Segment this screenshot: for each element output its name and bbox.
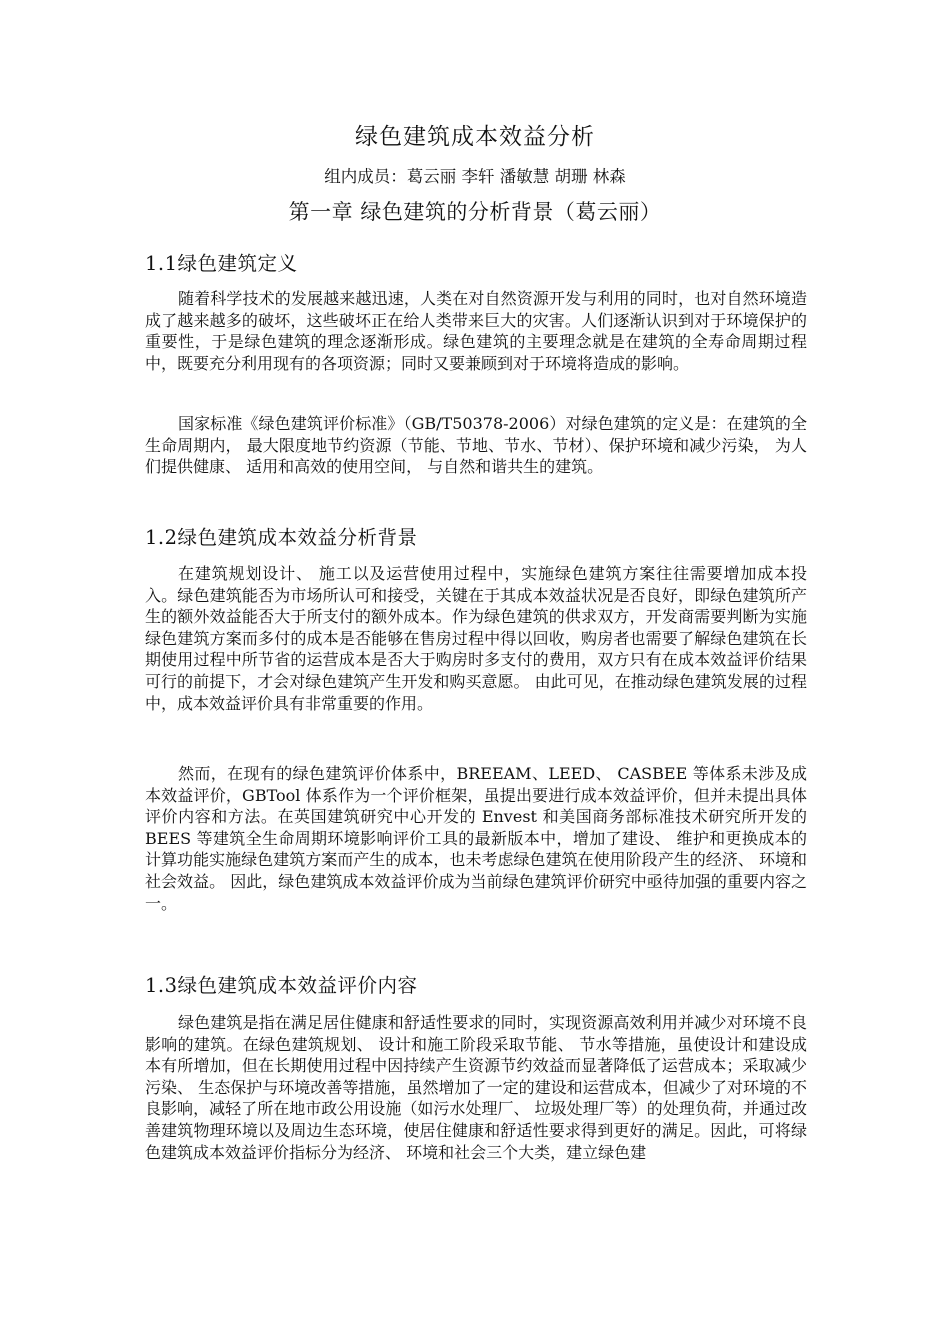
paragraph-1-2-b: 然而，在现有的绿色建筑评价体系中，BREEAM、LEED、 CASBEE 等体系未涉及成本效益评价，GBTool 体系作为一个评价框架，虽提出要进行成本效益评价，但并未提出具体评价内容和方法。在英国建筑研究中心开发的 Envest 和美国商务部标准技术研究所开发的 BEES 等建筑全生命周期环境影响评价工具的最新版本中，增加了建设、 维护和更换成本的计算功能实施绿色建筑方案而产生的成本，也未考虑绿色建筑在使用阶段产生的经济、 环境和社会效益。 因此，绿色建筑成本效益评价成为当前绿色建筑评价研究中亟待加强的重要内容之一。 — [145, 764, 807, 913]
section-heading-1-3: 1.3绿色建筑成本效益评价内容 — [145, 974, 418, 997]
paragraph-1-2-a: 在建筑规划设计、 施工以及运营使用过程中，实施绿色建筑方案往往需要增加成本投入。绿色建筑能否为市场所认可和接受，关键在于其成本效益状况是否良好，即绿色建筑所产生的额外效益能否大于所支付的额外成本。作为绿色建筑的供求双方，开发商需要判断为实施绿色建筑方案而多付的成本是否能够在售房过程中得以回收，购房者也需要了解绿色建筑在长期使用过程中所节省的运营成本是否大于购房时多支付的费用，双方只有在成本效益评价结果可行的前提下，才会对绿色建筑产生开发和购买意愿。 由此可见，在推动绿色建筑发展的过程中，成本效益评价具有非常重要的作用。 — [145, 564, 807, 713]
paragraph-1-1-b: 国家标准《绿色建筑评价标准》（GB/T50378-2006）对绿色建筑的定义是：在建筑的全生命周期内， 最大限度地节约资源（节能、节地、节水、节材）、保护环境和减少污染， 为人们提供健康、 适用和高效的使用空间， 与自然和谐共生的建筑。 — [145, 414, 807, 477]
section-heading-1-1: 1.1绿色建筑定义 — [145, 252, 298, 275]
document-title: 绿色建筑成本效益分析 — [355, 124, 595, 150]
section-heading-1-2: 1.2绿色建筑成本效益分析背景 — [145, 526, 418, 549]
paragraph-1-3-a: 绿色建筑是指在满足居住健康和舒适性要求的同时，实现资源高效利用并减少对环境不良影响的建筑。在绿色建筑规划、 设计和施工阶段采取节能、 节水等措施，虽使设计和建设成本有所增加，但在长期使用过程中因持续产生资源节约效益而显著降低了运营成本；采取减少污染、 生态保护与环境改善等措施，虽然增加了一定的建设和运营成本，但减少了对环境的不良影响，减轻了所在地市政公用设施（如污水处理厂、 垃圾处理厂等）的处理负荷，并通过改善建筑物理环境以及周边生态环境，使居住健康和舒适性要求得到更好的满足。因此，可将绿色建筑成本效益评价指标分为经济、 环境和社会三个大类，建立绿色建 — [145, 1013, 807, 1162]
paragraph-1-1-a: 随着科学技术的发展越来越迅速，人类在对自然资源开发与利用的同时，也对自然环境造成了越来越多的破坏，这些破坏正在给人类带来巨大的灾害。人们逐渐认识到对于环境保护的重要性，于是绿色建筑的理念逐渐形成。绿色建筑的主要理念就是在建筑的全寿命周期过程中，既要充分利用现有的各项资源；同时又要兼顾到对于环境将造成的影响。 — [145, 289, 807, 373]
chapter-heading: 第一章 绿色建筑的分析背景（葛云丽） — [288, 200, 662, 224]
group-members: 组内成员：葛云丽 李轩 潘敏慧 胡珊 林森 — [324, 167, 626, 186]
